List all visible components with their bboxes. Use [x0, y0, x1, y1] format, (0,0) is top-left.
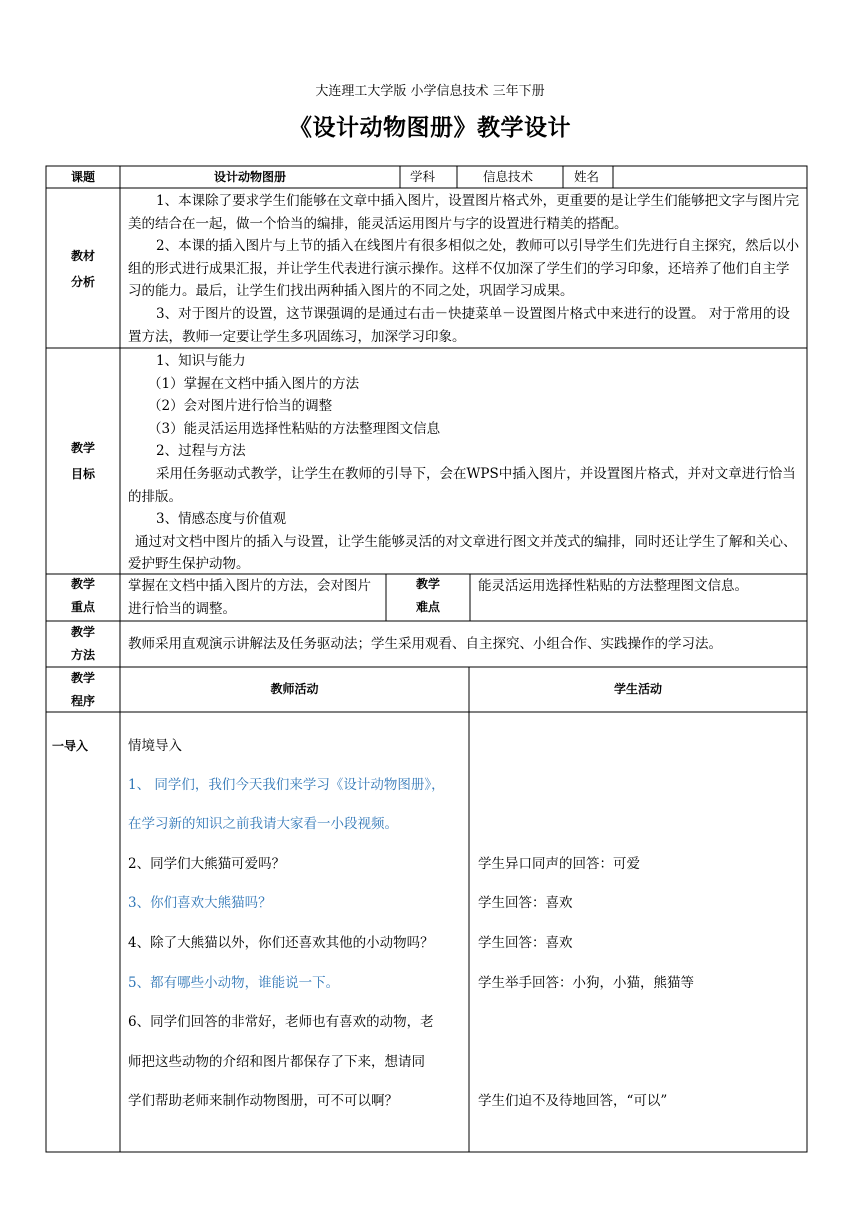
page-title: 《设计动物图册》教学设计	[289, 114, 571, 141]
goals-content	[128, 350, 800, 576]
goals-label	[46, 435, 120, 487]
subtitle: 大连理工大学版 小学信息技术 三年下册	[315, 84, 545, 99]
difficulty-label-line2: 难点	[415, 600, 440, 614]
teacher-step-1b: 在学习新的知识之前我请大家看一小段视频。	[128, 816, 398, 832]
key-points-label-line2: 重点	[70, 600, 95, 614]
methods-label	[46, 621, 120, 667]
student-response-6: 学生们迫不及待地回答，“可以”	[478, 1093, 668, 1109]
topic-label: 课题	[70, 170, 95, 184]
methods-value: 教师采用直观演示讲解法及任务驱动法；学生采用观看、自主探究、小组合作、实践操作的学习法。	[128, 636, 722, 652]
procedure-label-line1: 教学	[70, 671, 95, 685]
topic-value: 设计动物图册	[214, 170, 287, 184]
key-points-label	[46, 573, 120, 619]
key-points-label-line1: 教学	[70, 577, 95, 591]
goals-heading: 1、知识与能力	[156, 353, 246, 369]
analysis-paragraph: 3、对于图片的设置，这节课强调的是通过右击－快捷菜单－设置图片格式中来进行的设置。 对于常用的设置方法，教师一定要让学生多巩固练习，加深学习印象。	[128, 305, 790, 345]
analysis-paragraph: 1、本课除了要求学生们能够在文章中插入图片，设置图片格式外，更重要的是让学生们能够把文字与图片完美的结合在一起，做一个恰当的编排，能灵活运用图片与字的设置进行精美的搭配。	[128, 193, 800, 232]
teacher-step-6c: 学们帮助老师来制作动物图册，可不可以啊？	[128, 1093, 398, 1109]
student-response-2: 学生异口同声的回答：可爱	[478, 856, 640, 872]
goals-paragraph: 采用任务驱动式教学，让学生在教师的引导下，会在WPS中插入图片，并设置图片格式，并对文章进行恰当的排版。	[128, 465, 796, 505]
teacher-step-3: 3、你们喜欢大熊猫吗？	[128, 895, 272, 911]
methods-label-line2: 方法	[70, 648, 95, 662]
difficulty-value: 能灵活运用选择性粘贴的方法整理图文信息。	[478, 578, 748, 594]
stage-intro: 一导入	[52, 739, 89, 753]
student-response-4: 学生回答：喜欢	[478, 935, 573, 951]
procedure-label-line2: 程序	[70, 694, 95, 708]
analysis-label	[46, 243, 120, 295]
goals-heading: 3、情感态度与价值观	[156, 511, 287, 528]
goals-item: （2）会对图片进行恰当的调整	[148, 398, 333, 415]
goals-label-line2: 目标	[70, 467, 95, 481]
name-value[interactable]	[620, 166, 800, 188]
methods-label-line1: 教学	[70, 625, 95, 639]
analysis-content	[128, 190, 800, 348]
student-response-3: 学生回答：喜欢	[478, 895, 573, 911]
difficulty-label	[386, 573, 470, 619]
goals-item: （1）掌握在文档中插入图片的方法	[148, 375, 360, 392]
teacher-step-4: 4、除了大熊猫以外，你们还喜欢其他的小动物吗？	[128, 935, 434, 951]
teacher-step-5: 5、都有哪些小动物，谁能说一下。	[128, 975, 340, 991]
name-label: 姓名	[574, 169, 600, 184]
teacher-activity-header: 教师活动	[270, 682, 319, 696]
analysis-label-line1: 教材	[70, 249, 95, 263]
difficulty-label-line1: 教学	[415, 577, 440, 591]
analysis-label-line2: 分析	[70, 275, 95, 289]
key-points-value: 掌握在文档中插入图片的方法，会对图片进行恰当的调整。	[128, 578, 371, 617]
teacher-intro: 情境导入	[128, 738, 182, 754]
subject-value: 信息技术	[483, 169, 534, 184]
teacher-step-6a: 6、同学们回答的非常好，老师也有喜欢的动物，老	[128, 1014, 434, 1030]
teacher-step-6b: 师把这些动物的介绍和图片都保存了下来，想请同	[128, 1054, 425, 1070]
goals-item: （3）能灵活运用选择性粘贴的方法整理图文信息	[148, 420, 441, 437]
teacher-step-2: 2、同学们大熊猫可爱吗？	[128, 856, 286, 872]
student-response-5: 学生举手回答：小狗，小猫，熊猫等	[478, 975, 694, 991]
teacher-step-1a: 1、 同学们，我们今天我们来学习《设计动物图册》，	[128, 777, 445, 793]
subject-label: 学科	[410, 169, 436, 184]
analysis-paragraph: 2、本课的插入图片与上节的插入在线图片有很多相似之处，教师可以引导学生们先进行自主探究，然后以小组的形式进行成果汇报，并让学生代表进行演示操作。这样不仅加深了学生们的学习印象，还培养了他们自主学习的能力。最后，让学生们找出两种插入图片的不同之处，巩固学习成果。	[128, 238, 800, 300]
procedure-label	[46, 667, 120, 713]
goals-heading: 2、过程与方法	[156, 443, 246, 460]
goals-label-line1: 教学	[70, 441, 95, 455]
student-activity-header: 学生活动	[613, 682, 662, 696]
goals-paragraph: 通过对文档中图片的插入与设置，让学生能够灵活的对文章进行图文并茂式的编排，同时还让学生了解和关心、爱护野生保护动物。	[128, 533, 797, 573]
